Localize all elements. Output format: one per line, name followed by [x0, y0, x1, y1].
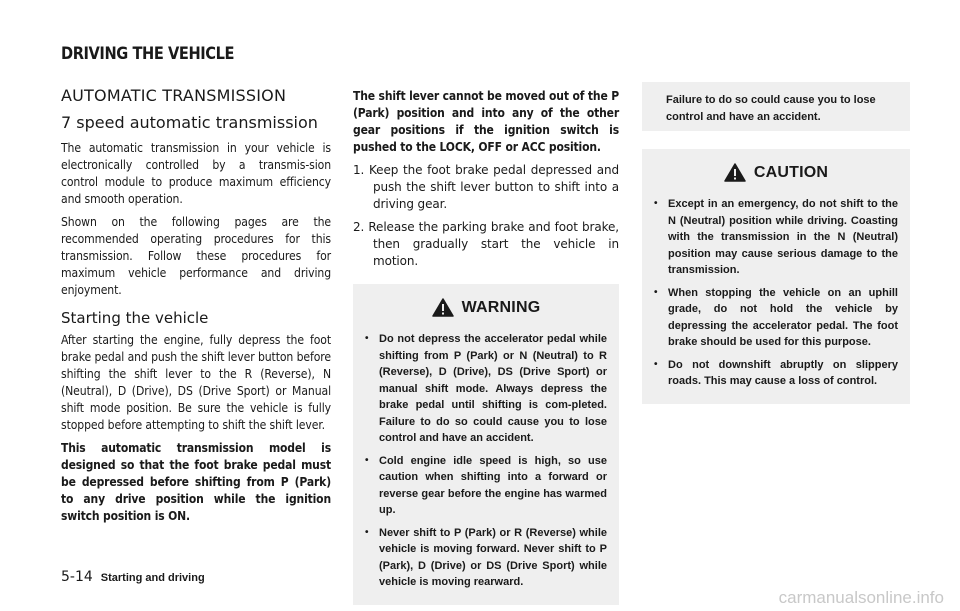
heading-7-speed: 7 speed automatic transmission	[61, 113, 318, 132]
caution-heading	[654, 163, 898, 182]
warning-triangle-icon	[432, 298, 454, 317]
warning-item: • Do not depress the accelerator pedal while shifting from P (Park) or N (Neutral) to R (Reverse), D (Drive), DS (Drive Sport) or manual shift mode. Always depress the brake pedal until shifting is com-pleted. Failure to do so could cause you to lose control and have an accident.	[365, 331, 607, 447]
warning-title: WARNING	[461, 298, 541, 316]
paragraph-procedures: Shown on the following pages are the recommended operating procedures for this transmission. Follow these procedures for maximum vehicle performance and driving enjoyment.	[61, 215, 331, 297]
steps-list	[353, 162, 619, 270]
warning-triangle-icon	[724, 163, 746, 182]
warning-heading	[365, 298, 607, 317]
caution-item: • Except in an emergency, do not shift to the N (Neutral) position while driving. Coasting with the transmission in the N (Neutral) position may cause serious damage to the transmission.	[654, 196, 898, 279]
heading-automatic-transmission: AUTOMATIC TRANSMISSION	[61, 86, 287, 105]
caution-item: • Do not downshift abruptly on slippery roads. This may cause a loss of control.	[654, 357, 898, 390]
section-header: DRIVING THE VEHICLE	[61, 44, 235, 64]
heading-starting-vehicle: Starting the vehicle	[61, 309, 209, 327]
paragraph-shift-lever: The shift lever cannot be moved out of the P (Park) position and into any of the other gear positions if the ignition switch is pushed to the LOCK, OFF or ACC position.	[353, 89, 619, 154]
caution-box	[642, 149, 910, 404]
page-number: 5-14	[61, 569, 93, 585]
column-1	[61, 86, 331, 531]
paragraph-starting: After starting the engine, fully depress the foot brake pedal and push the shift lever button before shifting the shift lever to the R (Reverse), N (Neutral), D (Drive), DS (Drive Sport) or Manual shift mode position. Be sure the vehicle is fully stopped before attempting to shift the shift lever.	[61, 333, 331, 432]
warning-item: • Cold engine idle speed is high, so use caution when shifting into a forward or reverse gear before the engine has warmed up.	[365, 453, 607, 519]
column-2	[353, 88, 619, 605]
caution-list	[654, 196, 898, 390]
caution-item: • When stopping the vehicle on an uphill grade, do not hold the vehicle by depressing the accelerator pedal. The foot brake should be used for this purpose.	[654, 285, 898, 351]
paragraph-intro: The automatic transmission in your vehicle is electronically controlled by a transmis-sion control module to produce maximum efficiency and smooth operation.	[61, 141, 331, 206]
step-item: 2. Release the parking brake and foot brake, then gradually start the vehicle in motion.	[353, 220, 619, 268]
warning-box	[353, 284, 619, 605]
warning-continued: Failure to do so could cause you to lose control and have an accident.	[642, 82, 910, 131]
column-3	[642, 82, 910, 404]
page-footer	[61, 569, 205, 585]
watermark: carmanualsonline.info	[778, 588, 944, 607]
caution-title: CAUTION	[753, 163, 829, 181]
warning-item: • Never shift to P (Park) or R (Reverse) while vehicle is moving forward. Never shift to P (Park), D (Drive) or DS (Drive Sport) while vehicle is moving rearward.	[365, 525, 607, 591]
step-item: 1. Keep the foot brake pedal depressed and push the shift lever button to shift into a driving gear.	[353, 163, 619, 211]
footer-section-name: Starting and driving	[100, 572, 205, 584]
warning-list	[365, 331, 607, 591]
paragraph-brake-requirement: This automatic transmission model is designed so that the foot brake pedal must be depressed before shifting from P (Park) to any drive position while the ignition switch position is ON.	[61, 441, 331, 523]
